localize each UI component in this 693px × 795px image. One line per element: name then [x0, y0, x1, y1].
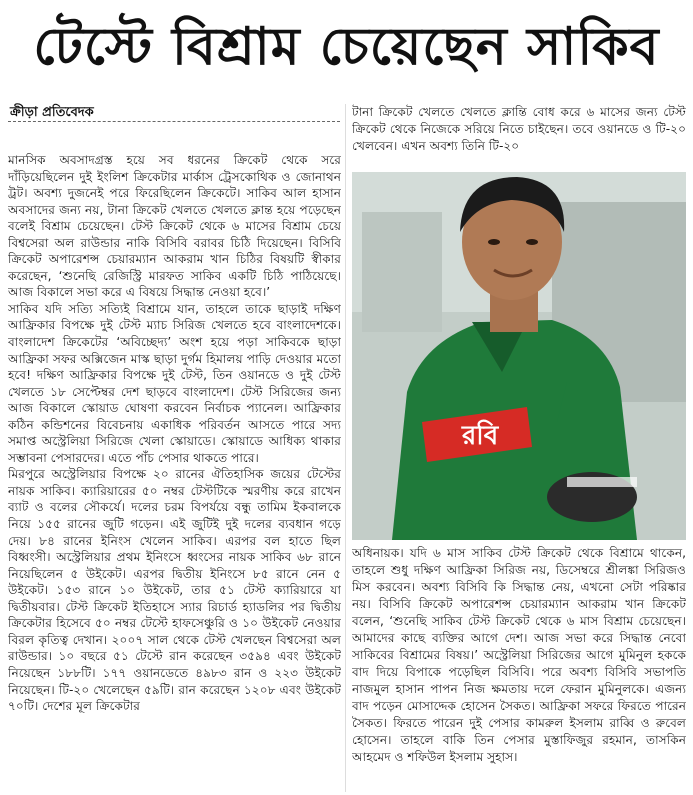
- paragraph: অধিনায়ক। যদি ৬ মাস সাকিব টেস্ট ক্রিকেট থেকে বিশ্রামে থাকেন, তাহলে শুধু দক্ষিণ আফ্রিকা সিরিজ নয়, ডিসেম্বরে শ্রীলঙ্কা সিরিজও মিস করবেন। অবশ্য বিসিবি কি সিদ্ধান্ত নেয়, এখনো সেটা পরিষ্কার নয়। বিসিবি ক্রিকেট অপারেশন্স চেয়ারম্যান আকরাম খান ক্রিকেট বলেন, ‘শুনেছি সাকিব টেস্ট ক্রিকেট থেকে ৬ মাস বিশ্রাম চেয়েছেন। আমাদের কাছে ব্যক্তির আগে দেশ। আজ সভা করে সিদ্ধান্ত নেবো সাকিবের বিশ্রামের বিষয়।’ অস্ট্রেলিয়া সিরিজের আগে মুমিনুল হককে বাদ দিয়ে বিপাকে পড়েছিল বিসিবি। পরে অবশ্য বিসিবি সভাপতি নাজমুল হাসান পাপন নিজ ক্ষমতায় দলে ফেরান মুমিনুলকে। এজন্য বাদ পড়েন মোসাদ্দেক হোসেন সৈকত। আফ্রিকা সফরে ফিরতে পারেন সৈকত। ফিরতে পারেন দুই পেসার কামরুল ইসলাম রাব্বি ও রুবেল হোসেন। তাহলে বাকি তিন পেসার মুস্তাফিজুর রহমান, তাসকিন আহমেদ ও শফিউল ইসলাম সুহাস।: [352, 546, 686, 764]
- paragraph: সাকিব যদি সত্যি সত্যিই বিশ্রামে যান, তাহলে তাকে ছাড়াই দক্ষিণ আফ্রিকার বিপক্ষে দুই টেস্ট ম্যাচ সিরিজ খেলতে হবে বাংলাদেশকে। বাংলাদেশ ক্রিকেটের ‘অবিচ্ছেদ্য’ অংশ হয়ে পড়া সাকিবকে ছাড়া আফ্রিকা সফর অক্সিজেন মাস্ক ছাড়া দুর্গম হিমালয় পাড়ি দেওয়ার মতো হবে! দক্ষিণ আফ্রিকার বিপক্ষে দুই টেস্ট, তিন ওয়ানডে ও দুই টেস্ট খেলতে ১৮ সেপ্টেম্বর দেশ ছাড়বে বাংলাদেশ। টেস্ট সিরিজের জন্য আজ বিকালে স্কোয়াড ঘোষণা করবেন নির্বাচক প্যানেল। আফ্রিকার কঠিন কন্ডিশনের বিবেচনায় একাধিক পরিবর্তন আসতে পারে সদ্য সমাপ্ত অস্ট্রেলিয়া সিরিজে খেলা স্কোয়াডে। স্কোয়াডে আধিক্য থাকার সম্ভাবনা পেসারদের। এতে পাঁচ পেসার থাকতে পারে।: [8, 301, 341, 465]
- headline: টেস্টে বিশ্রাম চেয়েছেন সাকিব: [33, 16, 660, 77]
- jersey-text: রবি: [462, 421, 499, 451]
- player-photo: [352, 172, 686, 540]
- right-column-top: [352, 104, 686, 164]
- paragraph: টানা ক্রিকেট খেলতে খেলতে ক্লান্তি বোধ করে ৬ মাসের জন্য টেস্ট ক্রিকেট থেকে নিজেকে সরিয়ে নিতে চাইছেন। তবে ওয়ানডে ও টি-২০ খেলবেন। এখন অবশ্য তিনি টি-২০: [352, 105, 686, 153]
- left-column: [8, 152, 341, 792]
- paragraph: মানসিক অবসাদগ্রস্ত হয়ে সব ধরনের ক্রিকেট থেকে সরে দাঁড়িয়েছিলেন দুই ইংলিশ ক্রিকেটার মার্কাস ট্রেসকোথিক ও জোনাথন ট্রট। অবশ্য দুজনেই পরে ফিরেছিলেন ক্রিকেটে। সাকিব আল হাসান অবসাদের জন্য নয়, টানা ক্রিকেট খেলতে খেলতে ক্লান্ত হয়ে পড়েছেন বলেই বিশ্রাম চেয়েছেন। টেস্ট ক্রিকেট থেকে ৬ মাসের বিশ্রাম চেয়ে বিশ্বসেরা অল রাউন্ডার নাকি বিসিবি বরাবর চিঠি দিয়েছেন। বিসিবি ক্রিকেট অপারেশন্স চেয়ারম্যান আকরাম খান চিঠির বিষয়টি স্বীকার করেছেন, ‘শুনেছি রেজিস্ট্রি মারফত সাকিব একটি চিঠি পাঠিয়েছে। আজ বিকালে সভা করে এ বিষয়ে সিদ্ধান্ত নেওয়া হবে।’: [8, 153, 341, 300]
- paragraph: মিরপুরে অস্ট্রেলিয়ার বিপক্ষে ২০ রানের ঐতিহাসিক জয়ের টেস্টের নায়ক সাকিব। ক্যারিয়ারের ৫০ নম্বর টেস্টটিকে স্মরণীয় করে রাখেন ব্যাট ও বলের সৌকর্যে। দলের চরম বিপর্যয়ে বন্ধু তামিম ইকবালকে নিয়ে ১৫৫ রানের জুটি গড়েন। এই জুটিই দুই দলের ব্যবধান গড়ে দেয়। ৮৪ রানের ইনিংস খেলেন সাকিব। এরপর বল হাতে ছিল বিধ্বংসী। অস্ট্রেলিয়ার প্রথম ইনিংসে ধ্বংসের নায়ক সাকিব ৬৮ রানে নিয়েছিলেন ৫ উইকেট। এরপর দ্বিতীয় ইনিংসে ৮৫ রানে নেন ৫ উইকেট। ১৫৩ রানে ১০ উইকেট, তার ৫১ টেস্ট ক্যারিয়ারে যা দ্বিতীয়বার। টেস্ট ক্রিকেট ইতিহাসে স্যার রিচার্ড হ্যাডলির পর দ্বিতীয় ক্রিকেটার হিসেবে ৫০ নম্বর টেস্টে হাফসেঞ্চুরি ও ১০ উইকেট নেওয়ার বিরল কৃতিত্ব দেখান। ২০০৭ সাল থেকে টেস্ট খেলছেন বিশ্বসেরা অল রাউন্ডার। ১০ বছরে ৫১ টেস্টে রান করেছেন ৩৫৯৪ এবং উইকেট নিয়েছেন ১৮৮টি। ১৭৭ ওয়ানডেতে ৪৯৮৩ রান ও ২২৩ উইকেট নিয়েছেন। টি-২০ খেলেছেন ৫৯টি। রান করেছেন ১২০৮ এবং উইকেট ৭০টি। দেশের মূল ক্রিকেটার: [8, 467, 341, 714]
- column-divider: [345, 104, 346, 792]
- byline-rule: [8, 121, 340, 122]
- right-column-bottom: [352, 545, 686, 793]
- player-photo-illustration: [352, 172, 686, 540]
- byline: ক্রীড়া প্রতিবেদক: [10, 105, 94, 120]
